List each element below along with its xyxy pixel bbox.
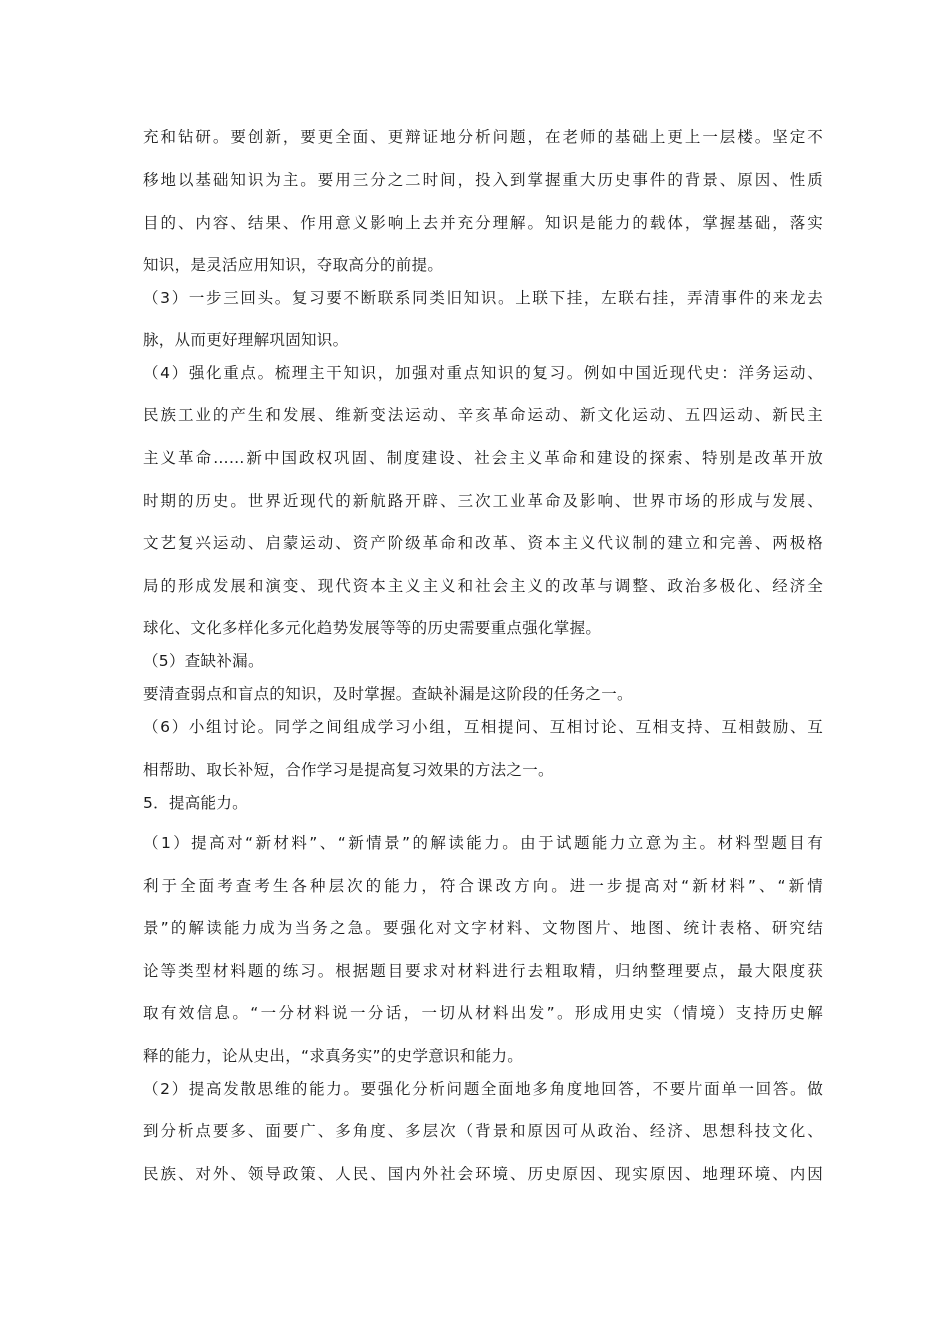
text-line: 脉，从而更好理解巩固知识。 xyxy=(143,331,349,349)
text-line: 知识，是灵活应用知识，夺取高分的前提。 xyxy=(143,256,444,274)
text-line: （1）提高对“新材料”、“新情景”的解读能力。由于试题能力立意为主。材料型题目有 xyxy=(143,834,823,852)
text-line: （4）强化重点。梳理主干知识，加强对重点知识的复习。例如中国近现代史：洋务运动、 xyxy=(143,364,823,382)
text-line: 释的能力，论从史出，“求真务实”的史学意识和能力。 xyxy=(143,1047,524,1065)
text-line: （2）提高发散思维的能力。要强化分析问题全面地多角度地回答，不要片面单一回答。做 xyxy=(143,1080,823,1098)
text-line: 时期的历史。世界近现代的新航路开辟、三次工业革命及影响、世界市场的形成与发展、 xyxy=(143,492,823,510)
text-line: 到分析点要多、面要广、多角度、多层次（背景和原因可从政治、经济、思想科技文化、 xyxy=(143,1122,823,1140)
text-line: 民族工业的产生和发展、维新变法运动、辛亥革命运动、新文化运动、五四运动、新民主 xyxy=(143,406,823,424)
text-line: 目的、内容、结果、作用意义影响上去并充分理解。知识是能力的载体，掌握基础，落实 xyxy=(143,214,823,232)
text-line: 充和钻研。要创新，要更全面、更辩证地分析问题，在老师的基础上更上一层楼。坚定不 xyxy=(143,128,823,146)
text-line: （3）一步三回头。复习要不断联系同类旧知识。上联下挂，左联右挂，弄清事件的来龙去 xyxy=(143,289,823,307)
text-line: （6）小组讨论。同学之间组成学习小组，互相提问、互相讨论、互相支持、互相鼓励、互 xyxy=(143,718,823,736)
text-line: 景”的解读能力成为当务之急。要强化对文字材料、文物图片、地图、统计表格、研究结 xyxy=(143,919,823,937)
text-line: 相帮助、取长补短，合作学习是提高复习效果的方法之一。 xyxy=(143,761,554,779)
text-line: 文艺复兴运动、启蒙运动、资产阶级革命和改革、资本主义代议制的建立和完善、两极格 xyxy=(143,534,823,552)
text-line: 论等类型材料题的练习。根据题目要求对材料进行去粗取精，归纳整理要点，最大限度获 xyxy=(143,962,823,980)
text-line: 民族、对外、领导政策、人民、国内外社会环境、历史原因、现实原因、地理环境、内因 xyxy=(143,1165,823,1183)
text-line: 利于全面考查考生各种层次的能力，符合课改方向。进一步提高对“新材料”、“新情 xyxy=(143,877,823,895)
text-line: 局的形成发展和演变、现代资本主义主义和社会主义的改革与调整、政治多极化、经济全 xyxy=(143,577,823,595)
text-line: 5．提高能力。 xyxy=(143,794,248,812)
text-line: 取有效信息。“一分材料说一分话，一切从材料出发”。形成用史实（情境）支持历史解 xyxy=(143,1004,823,1022)
text-line: 球化、文化多样化多元化趋势发展等等的历史需要重点强化掌握。 xyxy=(143,619,602,637)
text-line: 要清查弱点和盲点的知识，及时掌握。查缺补漏是这阶段的任务之一。 xyxy=(143,685,633,703)
text-line: （5）查缺补漏。 xyxy=(143,652,264,670)
text-line: 移地以基础知识为主。要用三分之二时间，投入到掌握重大历史事件的背景、原因、性质 xyxy=(143,171,823,189)
text-line: 主义革命……新中国政权巩固、制度建设、社会主义革命和建设的探索、特别是改革开放 xyxy=(143,449,823,467)
